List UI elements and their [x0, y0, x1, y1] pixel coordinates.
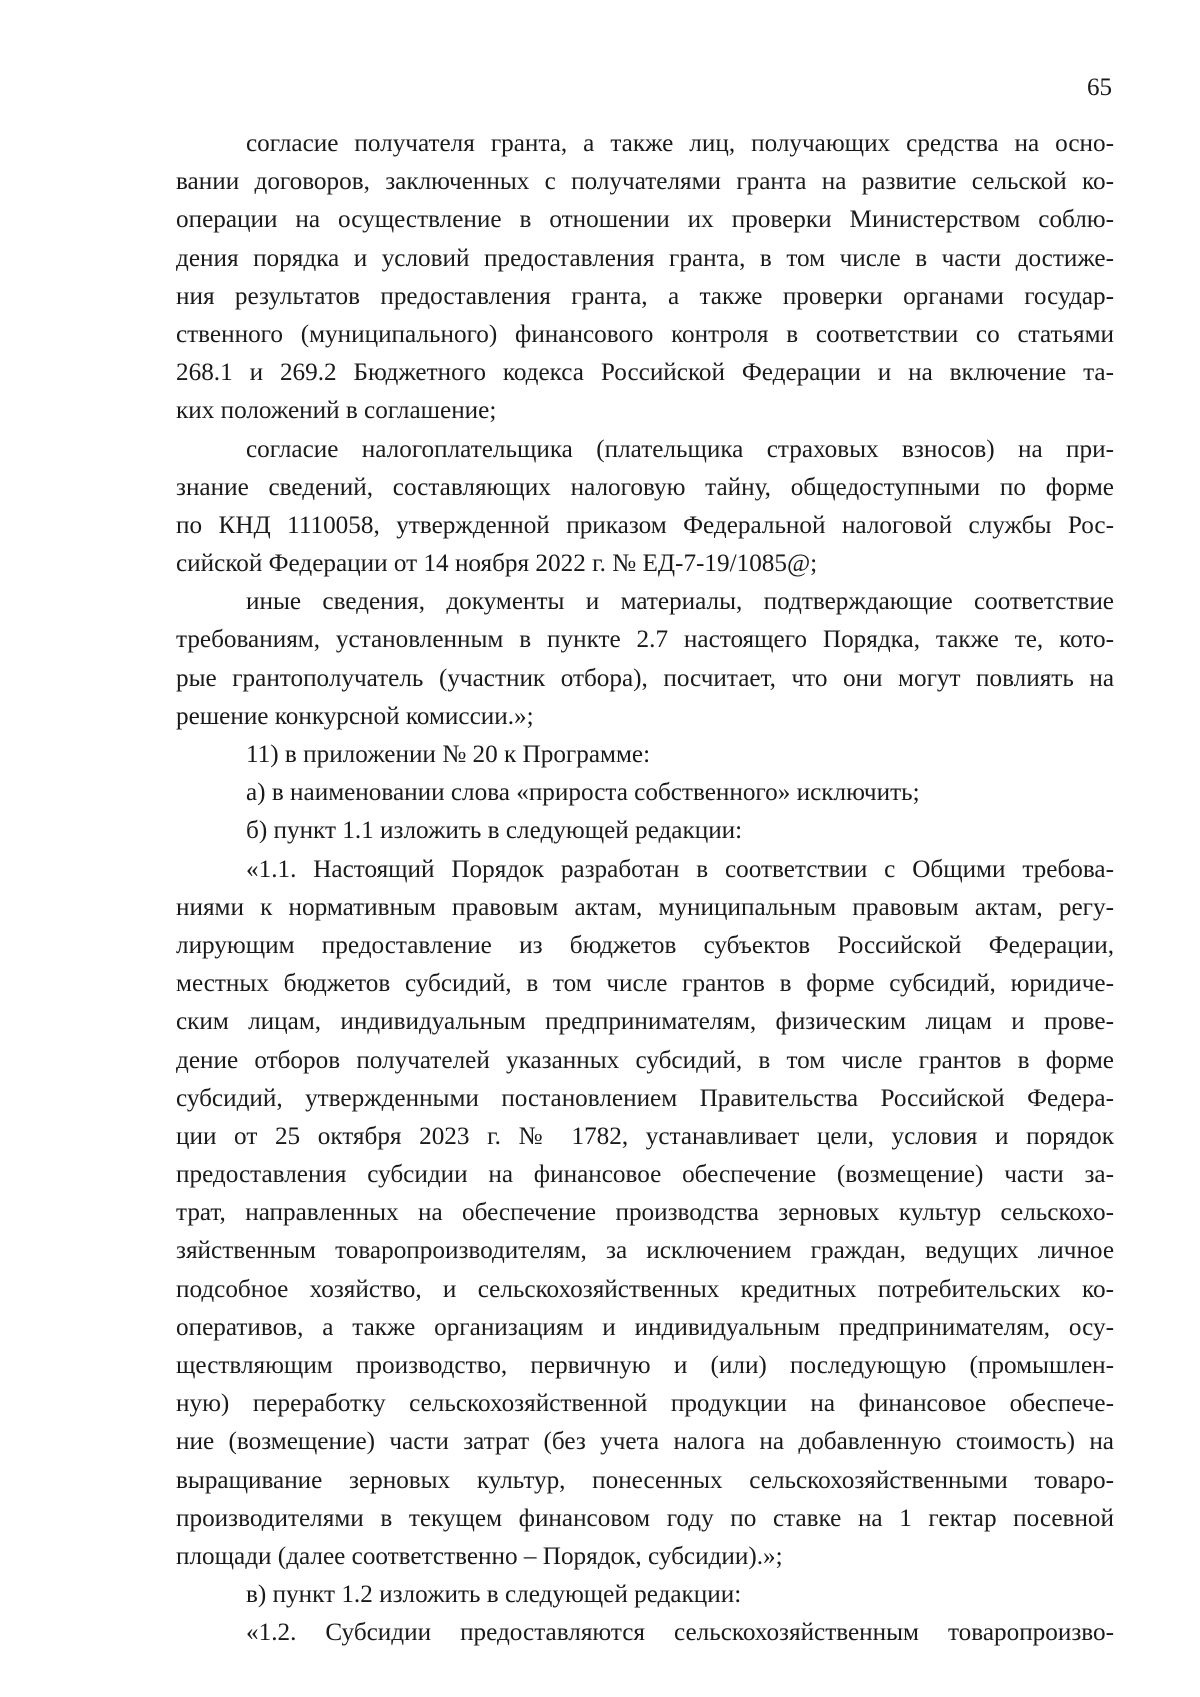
text-line: «1.2. Субсидии предоставляются сельскохозяйственным товаропроизво-	[246, 1619, 1114, 1647]
text-line: по КНД 1110058, утвержденной приказом Федеральной налоговой службы Рос-	[176, 511, 1114, 539]
text-line: б) пункт 1.1 изложить в следующей редакции:	[246, 817, 743, 845]
text-line: 268.1 и 269.2 Бюджетного кодекса Российской Федерации и на включение та-	[176, 359, 1114, 387]
text-line: лирующим предоставление из бюджетов субъектов Российской Федерации,	[176, 931, 1114, 959]
text-line: ния результатов предоставления гранта, а также проверки органами государ-	[176, 282, 1114, 310]
text-line: площади (далее соответственно – Порядок, субсидии).»;	[176, 1542, 783, 1570]
text-line: местных бюджетов субсидий, в том числе грантов в форме субсидий, юридиче-	[176, 970, 1114, 998]
text-line: трат, направленных на обеспечение производства зерновых культур сельскохо-	[176, 1199, 1114, 1227]
text-line: подсобное хозяйство, и сельскохозяйственных кредитных потребительских ко-	[176, 1275, 1114, 1303]
text-line: производителями в текущем финансовом году по ставке на 1 гектар посевной	[176, 1504, 1114, 1532]
text-line: операции на осуществление в отношении их проверки Министерством соблю-	[176, 206, 1114, 234]
text-line: ции от 25 октября 2023 г. № 1782, устанавливает цели, условия и порядок	[176, 1122, 1114, 1150]
text-line: сийской Федерации от 14 ноября 2022 г. № ЕД-7-19/1085@;	[176, 550, 818, 578]
text-line: а) в наименовании слова «прироста собственного» исключить;	[246, 779, 920, 807]
text-line: ществляющим производство, первичную и (или) последующую (промышлен-	[176, 1352, 1114, 1379]
text-line: в) пункт 1.2 изложить в следующей редакции:	[246, 1581, 742, 1609]
text-line: ственного (муниципального) финансового контроля в соответствии со статьями	[176, 320, 1114, 348]
text-line: знание сведений, составляющих налоговую тайну, общедоступными по форме	[176, 473, 1114, 501]
text-line: рые грантополучатель (участник отбора), посчитает, что они могут повлиять на	[176, 664, 1114, 692]
text-line: ниями к нормативным правовым актам, муниципальным правовым актам, регу-	[176, 893, 1114, 921]
text-line: требованиям, установленным в пункте 2.7 настоящего Порядка, также те, кото-	[176, 626, 1114, 654]
text-line: «1.1. Настоящий Порядок разработан в соответствии с Общими требова-	[246, 855, 1114, 883]
text-line: зяйственным товаропроизводителям, за исключением граждан, ведущих личное	[176, 1237, 1114, 1265]
text-line: дение отборов получателей указанных субсидий, в том числе грантов в форме	[176, 1046, 1114, 1074]
text-line: оперативов, а также организациям и индивидуальным предпринимателям, осу-	[176, 1313, 1114, 1341]
text-line: ским лицам, индивидуальным предпринимателям, физическим лицам и прове-	[176, 1008, 1114, 1036]
text-line: согласие получателя гранта, а также лиц, получающих средства на осно-	[246, 130, 1114, 157]
text-line: 11) в приложении № 20 к Программе:	[246, 741, 651, 768]
text-line: субсидий, утвержденными постановлением Правительства Российской Федера-	[176, 1084, 1114, 1112]
text-line: иные сведения, документы и материалы, подтверждающие соответствие	[246, 588, 1114, 616]
page-number: 65	[1087, 74, 1112, 101]
text-line: решение конкурсной комиссии.»;	[176, 702, 534, 730]
text-line: предоставления субсидии на финансовое обеспечение (возмещение) части за-	[176, 1161, 1114, 1189]
text-line: согласие налогоплательщика (плательщика страховых взносов) на при-	[246, 435, 1114, 463]
text-line: ких положений в соглашение;	[176, 397, 497, 425]
text-line: ние (возмещение) части затрат (без учета налога на добавленную стоимость) на	[176, 1428, 1114, 1456]
text-line: дения порядка и условий предоставления гранта, в том числе в части достиже-	[176, 244, 1114, 272]
text-line: выращивание зерновых культур, понесенных сельскохозяйственными товаро-	[176, 1466, 1114, 1494]
text-line: вании договоров, заключенных с получателями гранта на развитие сельской ко-	[176, 168, 1114, 196]
document-body	[176, 125, 1114, 1653]
text-line: ную) переработку сельскохозяйственной продукции на финансовое обеспече-	[176, 1390, 1114, 1418]
